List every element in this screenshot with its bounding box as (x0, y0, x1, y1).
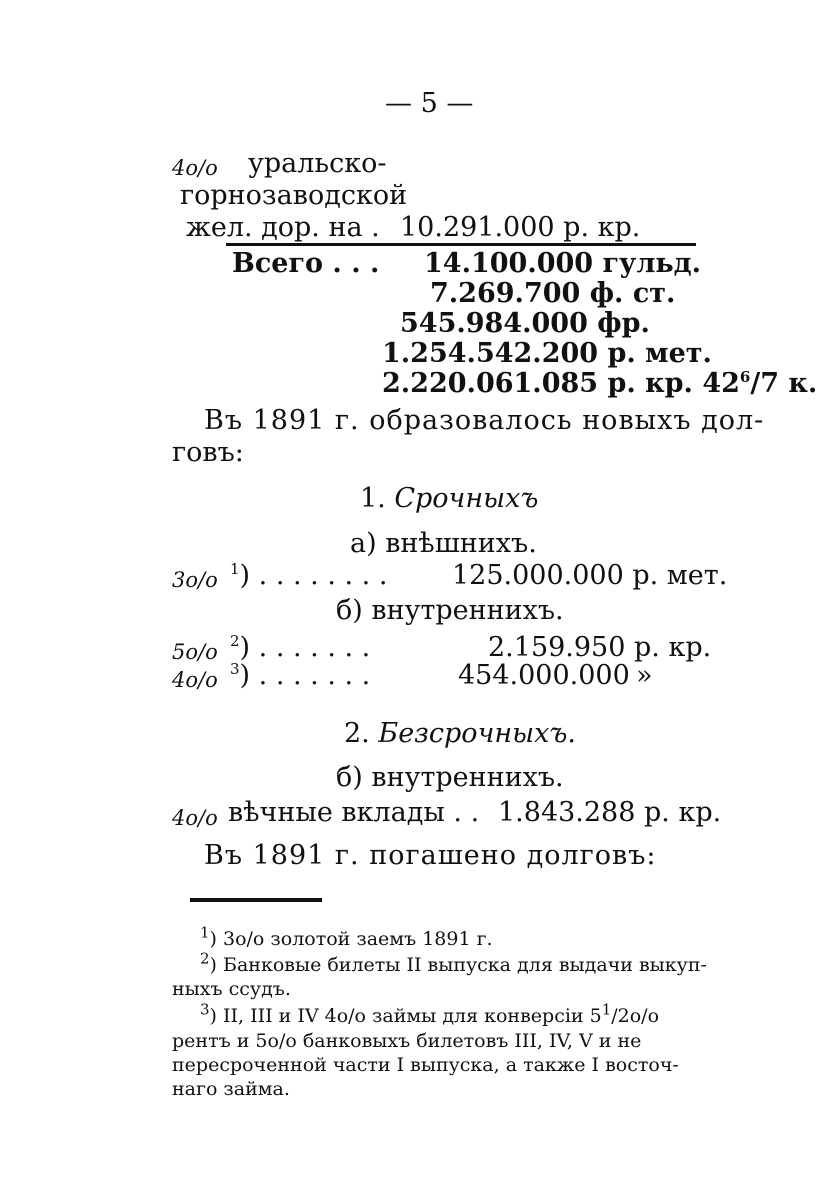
row2-percent: 5o/o (172, 640, 218, 664)
footnote-3-line4: наго займа. (172, 1078, 290, 1100)
new-debts-intro: Въ 1891 г. образовалось новыхъ дол- (204, 405, 765, 436)
row3-ditto: » (636, 660, 653, 691)
row3-percent: 4o/o (172, 668, 218, 692)
row4-amount: 1.843.288 р. кр. (498, 797, 722, 828)
footnote-3-line3: пересроченной части I выпуска, а также I восточ- (172, 1054, 679, 1076)
subheading-internal-2: б) внутреннихъ. (336, 762, 564, 793)
total-francs: 545.984.000 фр. (400, 308, 650, 339)
loan-percent: 4o/o (172, 156, 218, 180)
total-metal-rubles: 1.254.542.200 р. мет. (382, 338, 712, 369)
section-1-heading: 1. Срочныхъ (360, 483, 539, 514)
sum-rule (226, 243, 696, 246)
repaid-intro: Въ 1891 г. погашено долговъ: (204, 840, 657, 871)
section-2-heading: 2. Безсрочныхъ. (344, 718, 576, 749)
row2-amount: 2.159.950 р. кр. (488, 632, 712, 663)
row1-percent: 3o/o (172, 568, 218, 592)
loan-name-line1: уральско- (248, 148, 387, 179)
new-debts-intro-cont: говъ: (172, 437, 244, 468)
loan-name-line3: жел. дор. на . (186, 212, 380, 243)
loan-amount: 10.291.000 р. кр. (400, 212, 641, 243)
total-pounds: 7.269.700 ф. ст. (430, 278, 676, 309)
row1-dots: $^1$) . . . . . . . . (230, 560, 388, 591)
row4-label: вѣчные вклады . . (228, 797, 480, 828)
total-guilders: 14.100.000 гульд. (424, 248, 702, 279)
total-label: Всего . . . (232, 248, 380, 279)
footnote-rule (190, 898, 322, 902)
subheading-internal: б) внутреннихъ. (336, 595, 564, 626)
row4-percent: 4o/o (172, 806, 218, 830)
row2-dots: $^2$) . . . . . . . (230, 632, 371, 663)
page-number: — 5 — (385, 88, 474, 119)
footnote-3-line2: рентъ и 5o/o банковыхъ билетовъ III, IV, V и не (172, 1030, 642, 1052)
footnote-3: $^3$) II, III и IV 4o/o займы для конверсіи $5^1/2o/o$ (200, 1000, 660, 1027)
subheading-external: а) внѣшнихъ. (350, 528, 537, 559)
row1-amount: 125.000.000 р. мет. (452, 560, 728, 591)
row3-dots: $^3$) . . . . . . . (230, 660, 371, 691)
total-credit-rubles: 2.220.061.085 р. кр. $42^6/7$ к. (382, 368, 818, 399)
footnote-1: $^1$) 3o/o золотой заемъ 1891 г. (200, 923, 493, 950)
loan-name-line2: горнозаводской (180, 180, 408, 211)
row3-amount: 454.000.000 (458, 660, 630, 691)
footnote-2: $^2$) Банковые билеты II выпуска для выдачи выкуп- (200, 949, 707, 976)
footnote-2-cont: ныхъ ссудъ. (172, 978, 291, 1000)
